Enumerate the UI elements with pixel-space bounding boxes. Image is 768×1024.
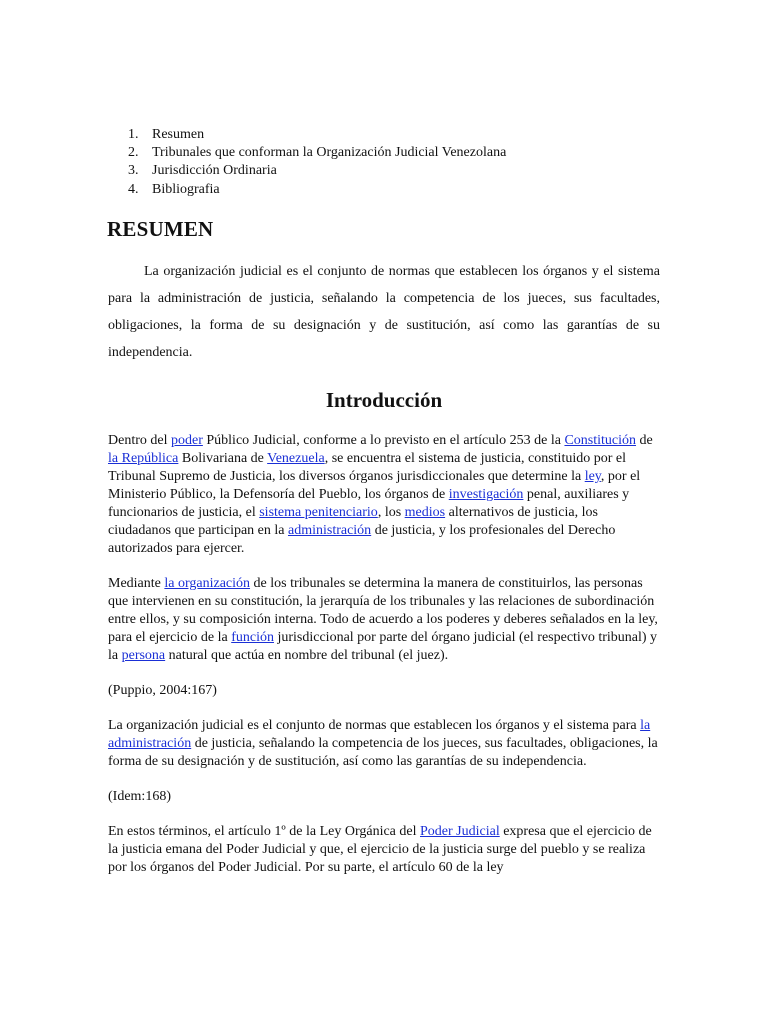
- text-run: de justicia, y los profesionales del Derecho autorizados para ejercer.: [108, 523, 616, 556]
- paragraph-ley-organica: [108, 823, 662, 877]
- paragraph-sistema-justicia: [108, 432, 662, 558]
- link-investigacion[interactable]: investigación: [448, 487, 524, 502]
- link-la-administracion[interactable]: la administración: [108, 718, 651, 751]
- link-persona[interactable]: persona: [121, 648, 166, 663]
- text-run: jurisdiccional por parte del órgano judicial (el respectivo tribunal) y la: [108, 630, 658, 663]
- text-run: natural que actúa en nombre del tribunal (el juez).: [165, 648, 449, 663]
- paragraph-organizacion-tribunales: [108, 575, 662, 665]
- toc-item: [108, 144, 506, 162]
- citation-puppio: (Puppio, 2004:167): [108, 683, 217, 698]
- link-administracion[interactable]: administración: [287, 523, 372, 538]
- text-run: Público Judicial, conforme a lo previsto en el artículo 253 de la: [202, 433, 565, 448]
- link-constitucion[interactable]: Constitución: [564, 433, 637, 448]
- toc-label: Jurisdicción Ordinaria: [152, 163, 277, 179]
- toc-number: 4.: [128, 181, 139, 197]
- toc-label: Resumen: [152, 127, 205, 142]
- text-run: , por el Ministerio Público, la Defensoría del Pueblo, los órganos de: [108, 469, 641, 502]
- link-funcion[interactable]: función: [231, 630, 274, 645]
- text-run: Dentro del: [108, 433, 171, 448]
- text-run: Mediante: [108, 576, 165, 591]
- toc-number: 2.: [128, 145, 139, 161]
- text-run: La organización judicial es el conjunto de normas que establecen los órganos y el sistema para: [108, 718, 641, 733]
- link-la-republica[interactable]: la República: [108, 451, 179, 466]
- text-run: alternativos de justicia, los ciudadanos que participan en la: [108, 505, 598, 538]
- toc-item: [108, 126, 506, 144]
- toc-number: 3.: [128, 163, 139, 179]
- text-run: de los tribunales se determina la manera de constituirlos, las personas que intervienen en su constitución, la jerarquía de los tribunales y las relaciones de subordinación entre ellos, y su composición interna. Todo de acuerdo a los poderes y deberes señalados en la ley, para el ejercicio de la: [108, 576, 658, 645]
- text-run: penal, auxiliares y funcionarios de justicia, el: [108, 487, 630, 520]
- link-venezuela[interactable]: Venezuela: [267, 451, 325, 466]
- text-run: de: [636, 433, 653, 448]
- citation-idem: (Idem:168): [108, 789, 171, 804]
- toc-label: Bibliografia: [152, 181, 220, 197]
- link-poder-judicial[interactable]: Poder Judicial: [420, 824, 500, 839]
- resumen-paragraph: La organización judicial es el conjunto de normas que establecen los órganos y el sistema para la administración de justicia, señalando la competencia de los jueces, sus facultades, obligaciones, la forma de su designación y de sustitución, así como las garantías de su independencia.: [108, 264, 660, 360]
- introduccion-heading: Introducción: [325, 388, 443, 412]
- resumen-heading: RESUMEN: [107, 217, 214, 241]
- table-of-contents: [108, 126, 506, 199]
- toc-number: 1.: [128, 127, 139, 142]
- toc-item: [108, 181, 506, 199]
- text-run: , se encuentra el sistema de justicia, constituido por el Tribunal Supremo de Justicia, los diversos órganos jurisdiccionales que determine la: [108, 451, 626, 484]
- link-medios[interactable]: medios: [404, 505, 446, 520]
- link-poder[interactable]: poder: [170, 433, 203, 448]
- text-run: En estos términos, el artículo 1º de la Ley Orgánica del: [108, 824, 420, 839]
- document-body: [108, 432, 662, 894]
- text-run: de justicia, señalando la competencia de los jueces, sus facultades, obligaciones, la forma de su designación y de sustitución, así como las garantías de su independencia.: [108, 736, 658, 769]
- paragraph-definicion: [108, 717, 662, 771]
- text-run: Bolivariana de: [178, 451, 268, 466]
- link-la-organizacion[interactable]: la organización: [164, 576, 251, 591]
- link-ley[interactable]: ley: [584, 469, 601, 484]
- link-sistema-penitenciario[interactable]: sistema penitenciario: [259, 505, 378, 520]
- toc-item: [108, 162, 506, 180]
- text-run: expresa que el ejercicio de la justicia emana del Poder Judicial y que, el ejercicio de la justicia surge del pueblo y se realiza por los órganos del Poder Judicial. Por su parte, el artículo 60 de la ley: [108, 824, 652, 875]
- text-run: , los: [377, 505, 405, 520]
- toc-label: Tribunales que conforman la Organización Judicial Venezolana: [152, 145, 507, 161]
